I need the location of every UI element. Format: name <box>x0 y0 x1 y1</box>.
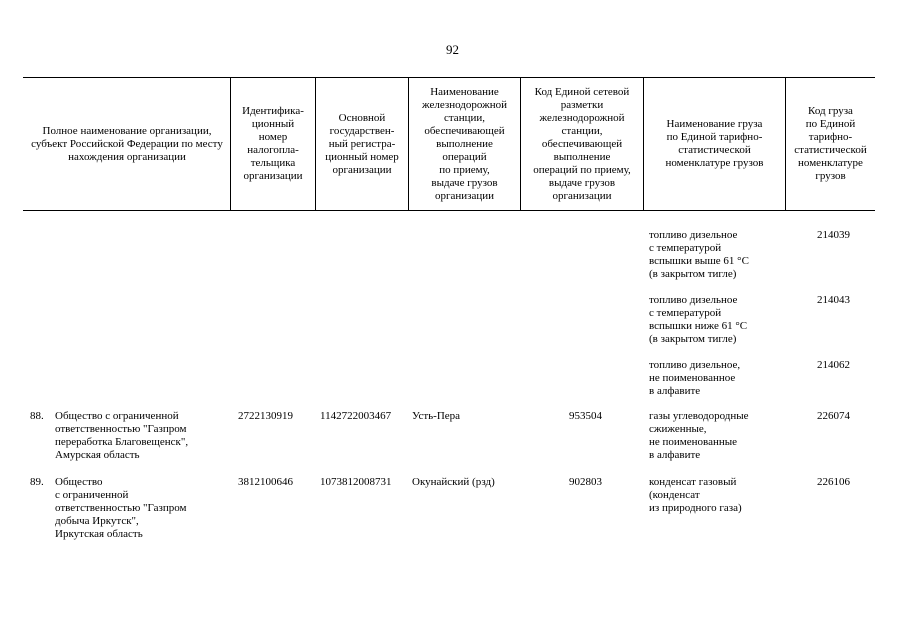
cargo-name: газы углеводородные сжиженные, не поименованные в алфавите <box>649 410 749 461</box>
org-name: Общество с ограниченной ответственностью "Газпром добыча Иркутск", Иркутская область <box>55 476 187 540</box>
station-code: 902803 <box>569 476 602 488</box>
header-cargo-text: Наименование груза по Единой тарифно- статистической номенклатуре грузов <box>665 118 764 169</box>
row-number: 89. <box>30 476 44 488</box>
header-ogrn <box>316 78 408 210</box>
header-inn <box>231 78 315 210</box>
cargo-code: 226074 <box>817 410 850 422</box>
header-cargo <box>644 78 785 210</box>
inn-value: 2722130919 <box>238 410 293 422</box>
header-station-text: Наименование железнодорожной станции, обеспечивающей выполнение операций по приему, выдаче грузов организации <box>422 85 507 202</box>
header-station <box>409 78 520 210</box>
station-name: Усть-Пера <box>412 410 461 422</box>
cargo-name: топливо дизельное с температурой вспышки выше 61 °С (в закрытом тигле) <box>649 229 749 280</box>
header-org-text: Полное наименование организации, субъект Российской Федерации по месту нахождения организации <box>31 124 223 163</box>
cargo-code: 226106 <box>817 476 850 488</box>
org-name: Общество с ограниченной ответственностью "Газпром переработка Благовещенск", Амурская область <box>55 410 189 461</box>
inn-value: 3812100646 <box>238 476 293 488</box>
header-org <box>25 78 229 210</box>
row-number: 88. <box>30 410 44 422</box>
station-name: Окунайский (рзд) <box>412 476 495 488</box>
cargo-name: топливо дизельное с температурой вспышки ниже 61 °С (в закрытом тигле) <box>649 294 748 345</box>
cargo-name: топливо дизельное, не поименованное в алфавите <box>649 359 741 397</box>
cargo-name: конденсат газовый (конденсат из природного газа) <box>649 476 742 514</box>
header-station-code <box>521 78 643 210</box>
ogrn-value: 1073812008731 <box>320 476 392 488</box>
header-inn-text: Идентифика- ционный номер налогопла- тельщика организации <box>242 105 304 182</box>
header-cargo-code <box>786 78 875 210</box>
page-number: 92 <box>446 42 459 57</box>
header-station-code-text: Код Единой сетевой разметки железнодорожной станции, обеспечивающей выполнение операций по приему, выдаче грузов организации <box>533 85 631 202</box>
cargo-code: 214039 <box>817 229 850 241</box>
cargo-code: 214043 <box>817 294 850 306</box>
ogrn-value: 1142722003467 <box>320 410 392 422</box>
station-code: 953504 <box>569 410 602 422</box>
table-header-bottom-border <box>23 210 875 211</box>
header-ogrn-text: Основной государствен- ный регистра- ционный номер организации <box>325 111 399 176</box>
header-cargo-code-text: Код груза по Единой тарифно- статистической номенклатуре грузов <box>794 105 867 182</box>
cargo-code: 214062 <box>817 359 850 371</box>
